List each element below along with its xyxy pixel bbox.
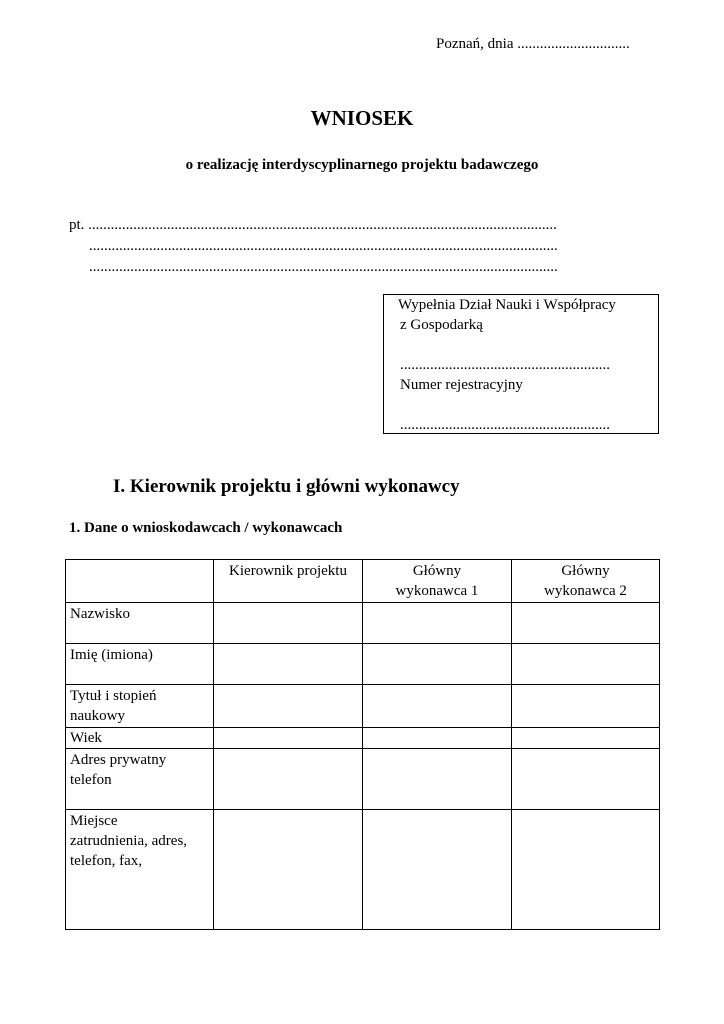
table-cell[interactable] (512, 749, 660, 810)
document-title: WNIOSEK (310, 106, 414, 130)
table-cell[interactable] (363, 728, 512, 749)
table-cell[interactable] (214, 603, 363, 644)
table-header-corner (66, 560, 214, 603)
table-row (66, 603, 660, 644)
table-cell[interactable] (512, 728, 660, 749)
row-label-surname: Nazwisko (66, 603, 214, 644)
place-date: Poznań, dnia .............................. (436, 36, 630, 52)
table-row (66, 644, 660, 685)
table-cell[interactable] (363, 749, 512, 810)
document-subtitle: o realizację interdyscyplinarnego projektu badawczego (185, 157, 539, 173)
table-cell[interactable] (512, 644, 660, 685)
office-box-line-1: Wypełnia Dział Nauki i Współpracy (398, 297, 616, 313)
column-header-main-contractor-1: Główny wykonawca 1 (363, 560, 512, 603)
table-cell[interactable] (512, 603, 660, 644)
table-cell[interactable] (363, 810, 512, 930)
table-row (66, 728, 660, 749)
section-heading: I. Kierownik projektu i główni wykonawcy (113, 476, 460, 497)
table-header-row (66, 560, 660, 603)
applicants-table (65, 559, 660, 930)
project-title-line-2[interactable]: ............................................................................................................................. (89, 238, 558, 254)
office-box-dots-2[interactable]: ........................................................ (400, 417, 610, 433)
project-title-line-1[interactable]: pt. ............................................................................................................................. (69, 217, 557, 233)
table-cell[interactable] (363, 603, 512, 644)
row-label-workplace: Miejsce zatrudnienia, adres, telefon, fax, (66, 810, 214, 930)
table-row (66, 749, 660, 810)
row-label-age: Wiek (66, 728, 214, 749)
row-label-private-address: Adres prywatny telefon (66, 749, 214, 810)
table-row (66, 810, 660, 930)
table-cell[interactable] (363, 685, 512, 728)
table-cell[interactable] (363, 644, 512, 685)
project-title-line-3[interactable]: ............................................................................................................................. (89, 259, 558, 275)
column-header-main-contractor-2: Główny wykonawca 2 (512, 560, 660, 603)
row-label-first-names: Imię (imiona) (66, 644, 214, 685)
table-cell[interactable] (214, 810, 363, 930)
table-cell[interactable] (214, 749, 363, 810)
table-cell[interactable] (512, 810, 660, 930)
column-header-project-leader: Kierownik projektu (214, 560, 363, 603)
office-box-line-2: z Gospodarką (400, 317, 483, 333)
subsection-heading: 1. Dane o wnioskodawcach / wykonawcach (69, 520, 343, 536)
row-label-academic-title: Tytuł i stopień naukowy (66, 685, 214, 728)
registration-number-label: Numer rejestracyjny (400, 377, 523, 393)
table-row (66, 685, 660, 728)
table-cell[interactable] (512, 685, 660, 728)
office-use-box (383, 294, 659, 434)
office-box-dots-1[interactable]: ........................................................ (400, 357, 610, 373)
table-cell[interactable] (214, 728, 363, 749)
table-cell[interactable] (214, 644, 363, 685)
table-cell[interactable] (214, 685, 363, 728)
